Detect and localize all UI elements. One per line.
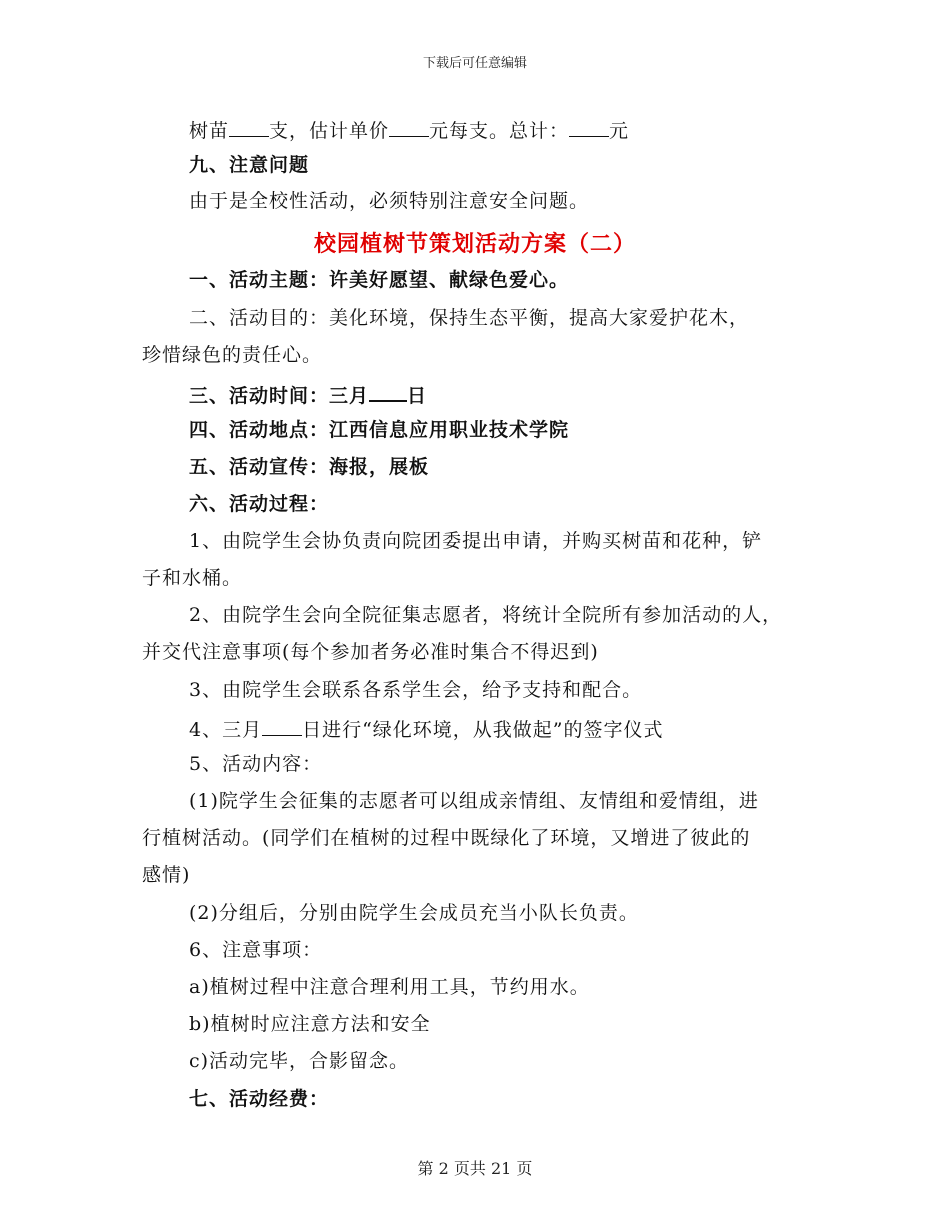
item-funds: 七、活动经费： [189, 1088, 330, 1110]
heading-attention: 九、注意问题 [189, 154, 310, 176]
section-title: 校园植树节策划活动方案（二） [313, 231, 636, 257]
process-step-3: 3、由院学生会联系各系学生会，给予支持和配合。 [189, 679, 643, 701]
content-1-line3: 感情) [142, 864, 191, 886]
text-segment: 日 [407, 385, 428, 407]
item-purpose-line1: 二、活动目的：美化环境，保持生态平衡，提高大家爱护花木， [189, 307, 750, 329]
text-segment: 元每支。总计： [429, 120, 570, 142]
process-step-4 [189, 715, 664, 742]
note-b: b)植树时应注意方法和安全 [189, 1013, 431, 1035]
content-1-line1: (1)院学生会征集的志愿者可以组成亲情组、友情组和爱情组，进 [189, 790, 759, 812]
fill-blank [262, 715, 302, 736]
paragraph-safety: 由于是全校性活动，必须特别注意安全问题。 [189, 190, 590, 212]
page-footer: 第 2 页共 21 页 [417, 1159, 533, 1178]
item-process: 六、活动过程： [189, 493, 330, 515]
item-publicity: 五、活动宣传：海报，展板 [189, 456, 430, 478]
page-header: 下载后可任意编辑 [422, 56, 527, 71]
fill-blank [229, 116, 269, 137]
content-1-line2: 行植树活动。(同学们在植树的过程中既绿化了环境，又增进了彼此的 [142, 827, 751, 849]
item-purpose-line2: 珍惜绿色的责任心。 [142, 344, 323, 366]
item-theme: 一、活动主题：许美好愿望、献绿色爱心。 [189, 269, 570, 291]
text-segment: 支，估计单价 [269, 120, 390, 142]
process-step-1-line1: 1、由院学生会协负责向院团委提出申请，并购买树苗和花种，铲 [189, 530, 763, 552]
fill-blank [389, 116, 429, 137]
fill-blank [569, 116, 609, 137]
text-segment: 树苗 [189, 120, 230, 142]
seedling-cost-line [189, 116, 629, 143]
content-2: (2)分组后，分别由院学生会成员充当小队长负责。 [189, 902, 639, 924]
text-segment: 三、活动时间：三月 [189, 385, 370, 407]
process-step-6: 6、注意事项： [189, 939, 323, 961]
text-segment: 4、三月 [189, 719, 263, 741]
item-time [189, 380, 427, 408]
process-step-2-line2: 并交代注意事项(每个参加者务必准时集合不得迟到) [142, 641, 599, 663]
fill-blank [369, 380, 407, 402]
text-segment: 日进行“绿化环境，从我做起”的签字仪式 [302, 719, 664, 741]
process-step-2-line1: 2、由院学生会向全院征集志愿者，将统计全院所有参加活动的人， [189, 604, 783, 626]
text-segment: 元 [609, 120, 630, 142]
note-c: c)活动完毕，合影留念。 [189, 1050, 410, 1072]
item-place: 四、活动地点：江西信息应用职业技术学院 [189, 419, 570, 441]
process-step-5: 5、活动内容： [189, 753, 323, 775]
process-step-1-line2: 子和水桶。 [142, 567, 243, 589]
note-a: a)植树过程中注意合理利用工具，节约用水。 [189, 976, 590, 998]
